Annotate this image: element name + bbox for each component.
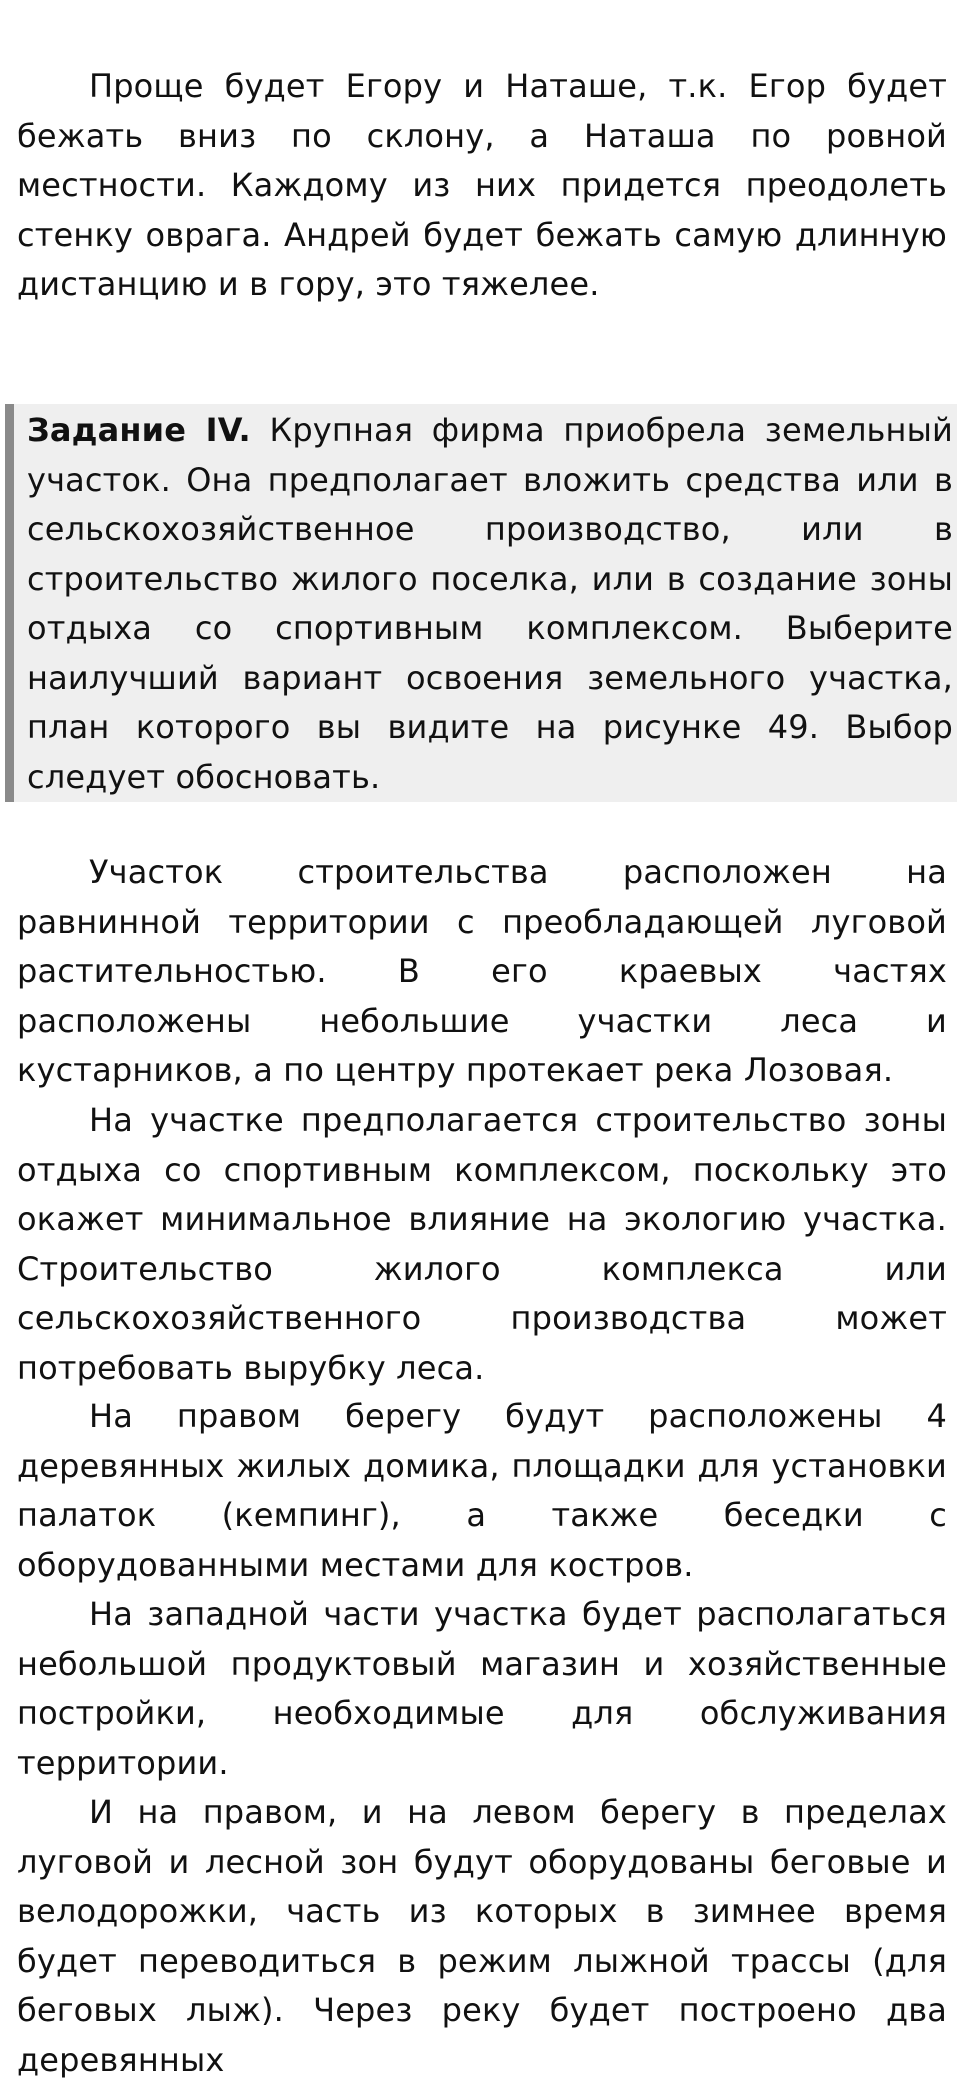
task-text (27, 406, 953, 802)
task-label: Задание IV. (27, 411, 251, 449)
task-body: Крупная фирма приобрела земельный участок. Она предполагает вложить средства или в сельскохозяйственное производство, или в строительство жилого поселка, или в создание зоны отдыха со спортивным комплексом. Выберите наилучший вариант освоения земельного участка, план которого вы видите на рисунке 49. Выбор следует обосновать. (27, 411, 953, 796)
task-box (5, 404, 957, 802)
answer-paragraph-5: И на правом, и на левом берегу в пределах луговой и лесной зон будут оборудованы беговые и велодорожки, часть из которых в зимнее время будет переводиться в режим лыжной трассы (для беговых лыж). Через реку будет построено два деревянных (17, 1793, 947, 2079)
intro-paragraph: Проще будет Егору и Наташе, т.к. Егор будет бежать вниз по склону, а Наташа по ровной местности. Каждому из них придется преодолеть стенку оврага. Андрей будет бежать самую длинную дистанцию и в гору, это тяжелее. (17, 67, 947, 303)
answer-paragraph-3: На правом берегу будут расположены 4 деревянных жилых домика, площадки для установки палаток (кемпинг), а также беседки с оборудованными местами для костров. (17, 1397, 947, 1584)
answer-paragraph-2: На участке предполагается строительство зоны отдыха со спортивным комплексом, поскольку это окажет минимальное влияние на экологию участка. Строительство жилого комплекса или сельскохозяйственного производства может потребовать вырубку леса. (17, 1101, 947, 1387)
answer-paragraph-1: Участок строительства расположен на равнинной территории с преобладающей луговой растительностью. В его краевых частях расположены небольшие участки леса и кустарников, а по центру протекает река Лозовая. (17, 853, 947, 1089)
answer-paragraph-4: На западной части участка будет располагаться небольшой продуктовый магазин и хозяйственные постройки, необходимые для обслуживания территории. (17, 1595, 947, 1782)
